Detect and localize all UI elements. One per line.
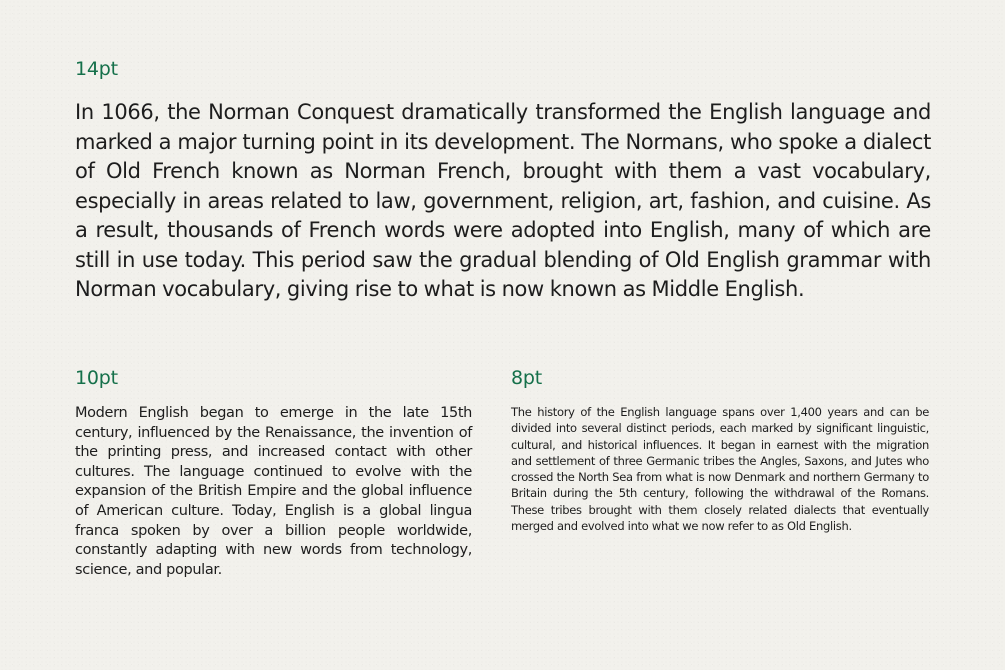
- paragraph-10pt: Modern English began to emerge in the late 15th century, influenced by the Renaissance, the invention of the printing press, and increased contact with other cultures. The language continued to evolve with the expansion of the British Empire and the global influence of American culture. Today, English is a global lingua franca spoken by over a billion people worldwide, constantly adapting with new words from technology, science, and popular.: [75, 405, 472, 578]
- paragraph-8pt: The history of the English language spans over 1,400 years and can be divided into several distinct periods, each marked by significant linguistic, cultural, and historical influences. It began in earnest with the migration and settlement of three Germanic tribes the Angles, Saxons, and Jutes who crossed the North Sea from what is now Denmark and northern Germany to Britain during the 5th century, following the withdrawal of the Romans. These tribes brought with them closely related dialects that eventually merged and evolved into what we now refer to as Old English.: [511, 405, 929, 534]
- paragraph-14pt: In 1066, the Norman Conquest dramatically transformed the English language and marked a major turning point in its development. The Normans, who spoke a dialect of Old French known as Norman French, brought with them a vast vocabulary, especially in areas related to law, government, religion, art, fashion, and cuisine. As a result, thousands of French words were adopted into English, many of which are still in use today. This period saw the gradual blending of Old English grammar with Norman vocabulary, giving rise to what is now known as Middle English.: [75, 100, 931, 301]
- size-label-10pt: 10pt: [75, 367, 118, 389]
- size-label-8pt: 8pt: [511, 367, 542, 389]
- size-label-14pt: 14pt: [75, 58, 118, 80]
